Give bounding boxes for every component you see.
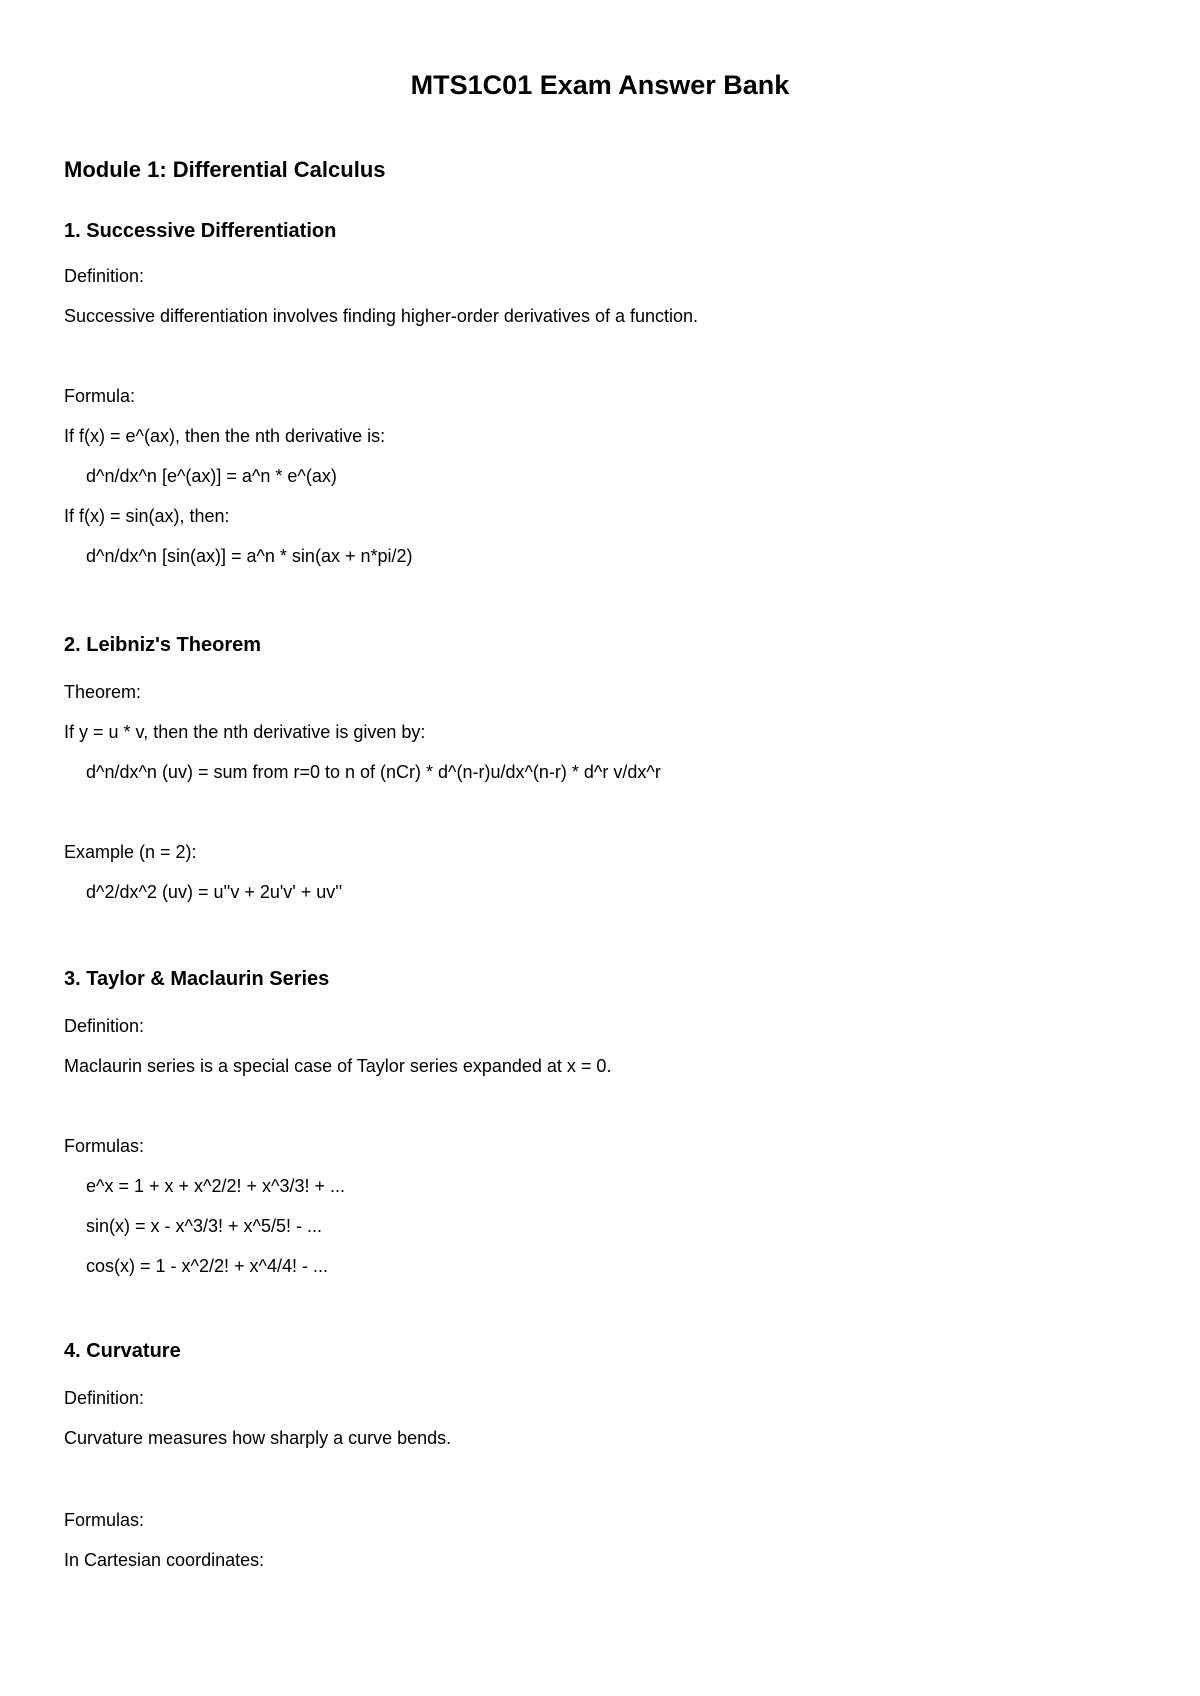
definition-label: Definition:: [64, 266, 145, 286]
formulas-label: Formulas:: [64, 1136, 145, 1156]
series-formula-exp: e^x = 1 + x + x^2/2! + x^3/3! + ...: [86, 1176, 345, 1196]
section-heading-taylor-maclaurin: 3. Taylor & Maclaurin Series: [64, 968, 330, 990]
example-label: Example (n = 2):: [64, 842, 197, 862]
series-formula-cos: cos(x) = 1 - x^2/2! + x^4/4! - ...: [86, 1256, 328, 1276]
definition-text: Successive differentiation involves finding higher-order derivatives of a function.: [64, 306, 699, 326]
formula-condition: If f(x) = sin(ax), then:: [64, 506, 230, 526]
theorem-formula: d^n/dx^n (uv) = sum from r=0 to n of (nCr) * d^(n-r)u/dx^(n-r) * d^r v/dx^r: [86, 762, 661, 782]
section-heading-leibniz-theorem: 2. Leibniz's Theorem: [64, 634, 262, 656]
cartesian-label: In Cartesian coordinates:: [64, 1550, 265, 1570]
module-title: Module 1: Differential Calculus: [64, 157, 386, 182]
section-heading-successive-differentiation: 1. Successive Differentiation: [64, 220, 337, 242]
example-formula: d^2/dx^2 (uv) = u''v + 2u'v' + uv'': [86, 882, 343, 902]
theorem-text: If y = u * v, then the nth derivative is given by:: [64, 722, 426, 742]
formula-expression: d^n/dx^n [e^(ax)] = a^n * e^(ax): [86, 466, 337, 486]
section-heading-curvature: 4. Curvature: [64, 1340, 181, 1362]
formula-condition: If f(x) = e^(ax), then the nth derivative is:: [64, 426, 386, 446]
series-formula-sin: sin(x) = x - x^3/3! + x^5/5! - ...: [86, 1216, 322, 1236]
theorem-label: Theorem:: [64, 682, 142, 702]
definition-text: Maclaurin series is a special case of Taylor series expanded at x = 0.: [64, 1056, 612, 1076]
formulas-label: Formulas:: [64, 1510, 145, 1530]
formula-label: Formula:: [64, 386, 136, 406]
formula-expression: d^n/dx^n [sin(ax)] = a^n * sin(ax + n*pi/2): [86, 546, 413, 566]
definition-label: Definition:: [64, 1016, 145, 1036]
document-title: MTS1C01 Exam Answer Bank: [410, 70, 790, 100]
definition-label: Definition:: [64, 1388, 145, 1408]
definition-text: Curvature measures how sharply a curve bends.: [64, 1428, 452, 1448]
